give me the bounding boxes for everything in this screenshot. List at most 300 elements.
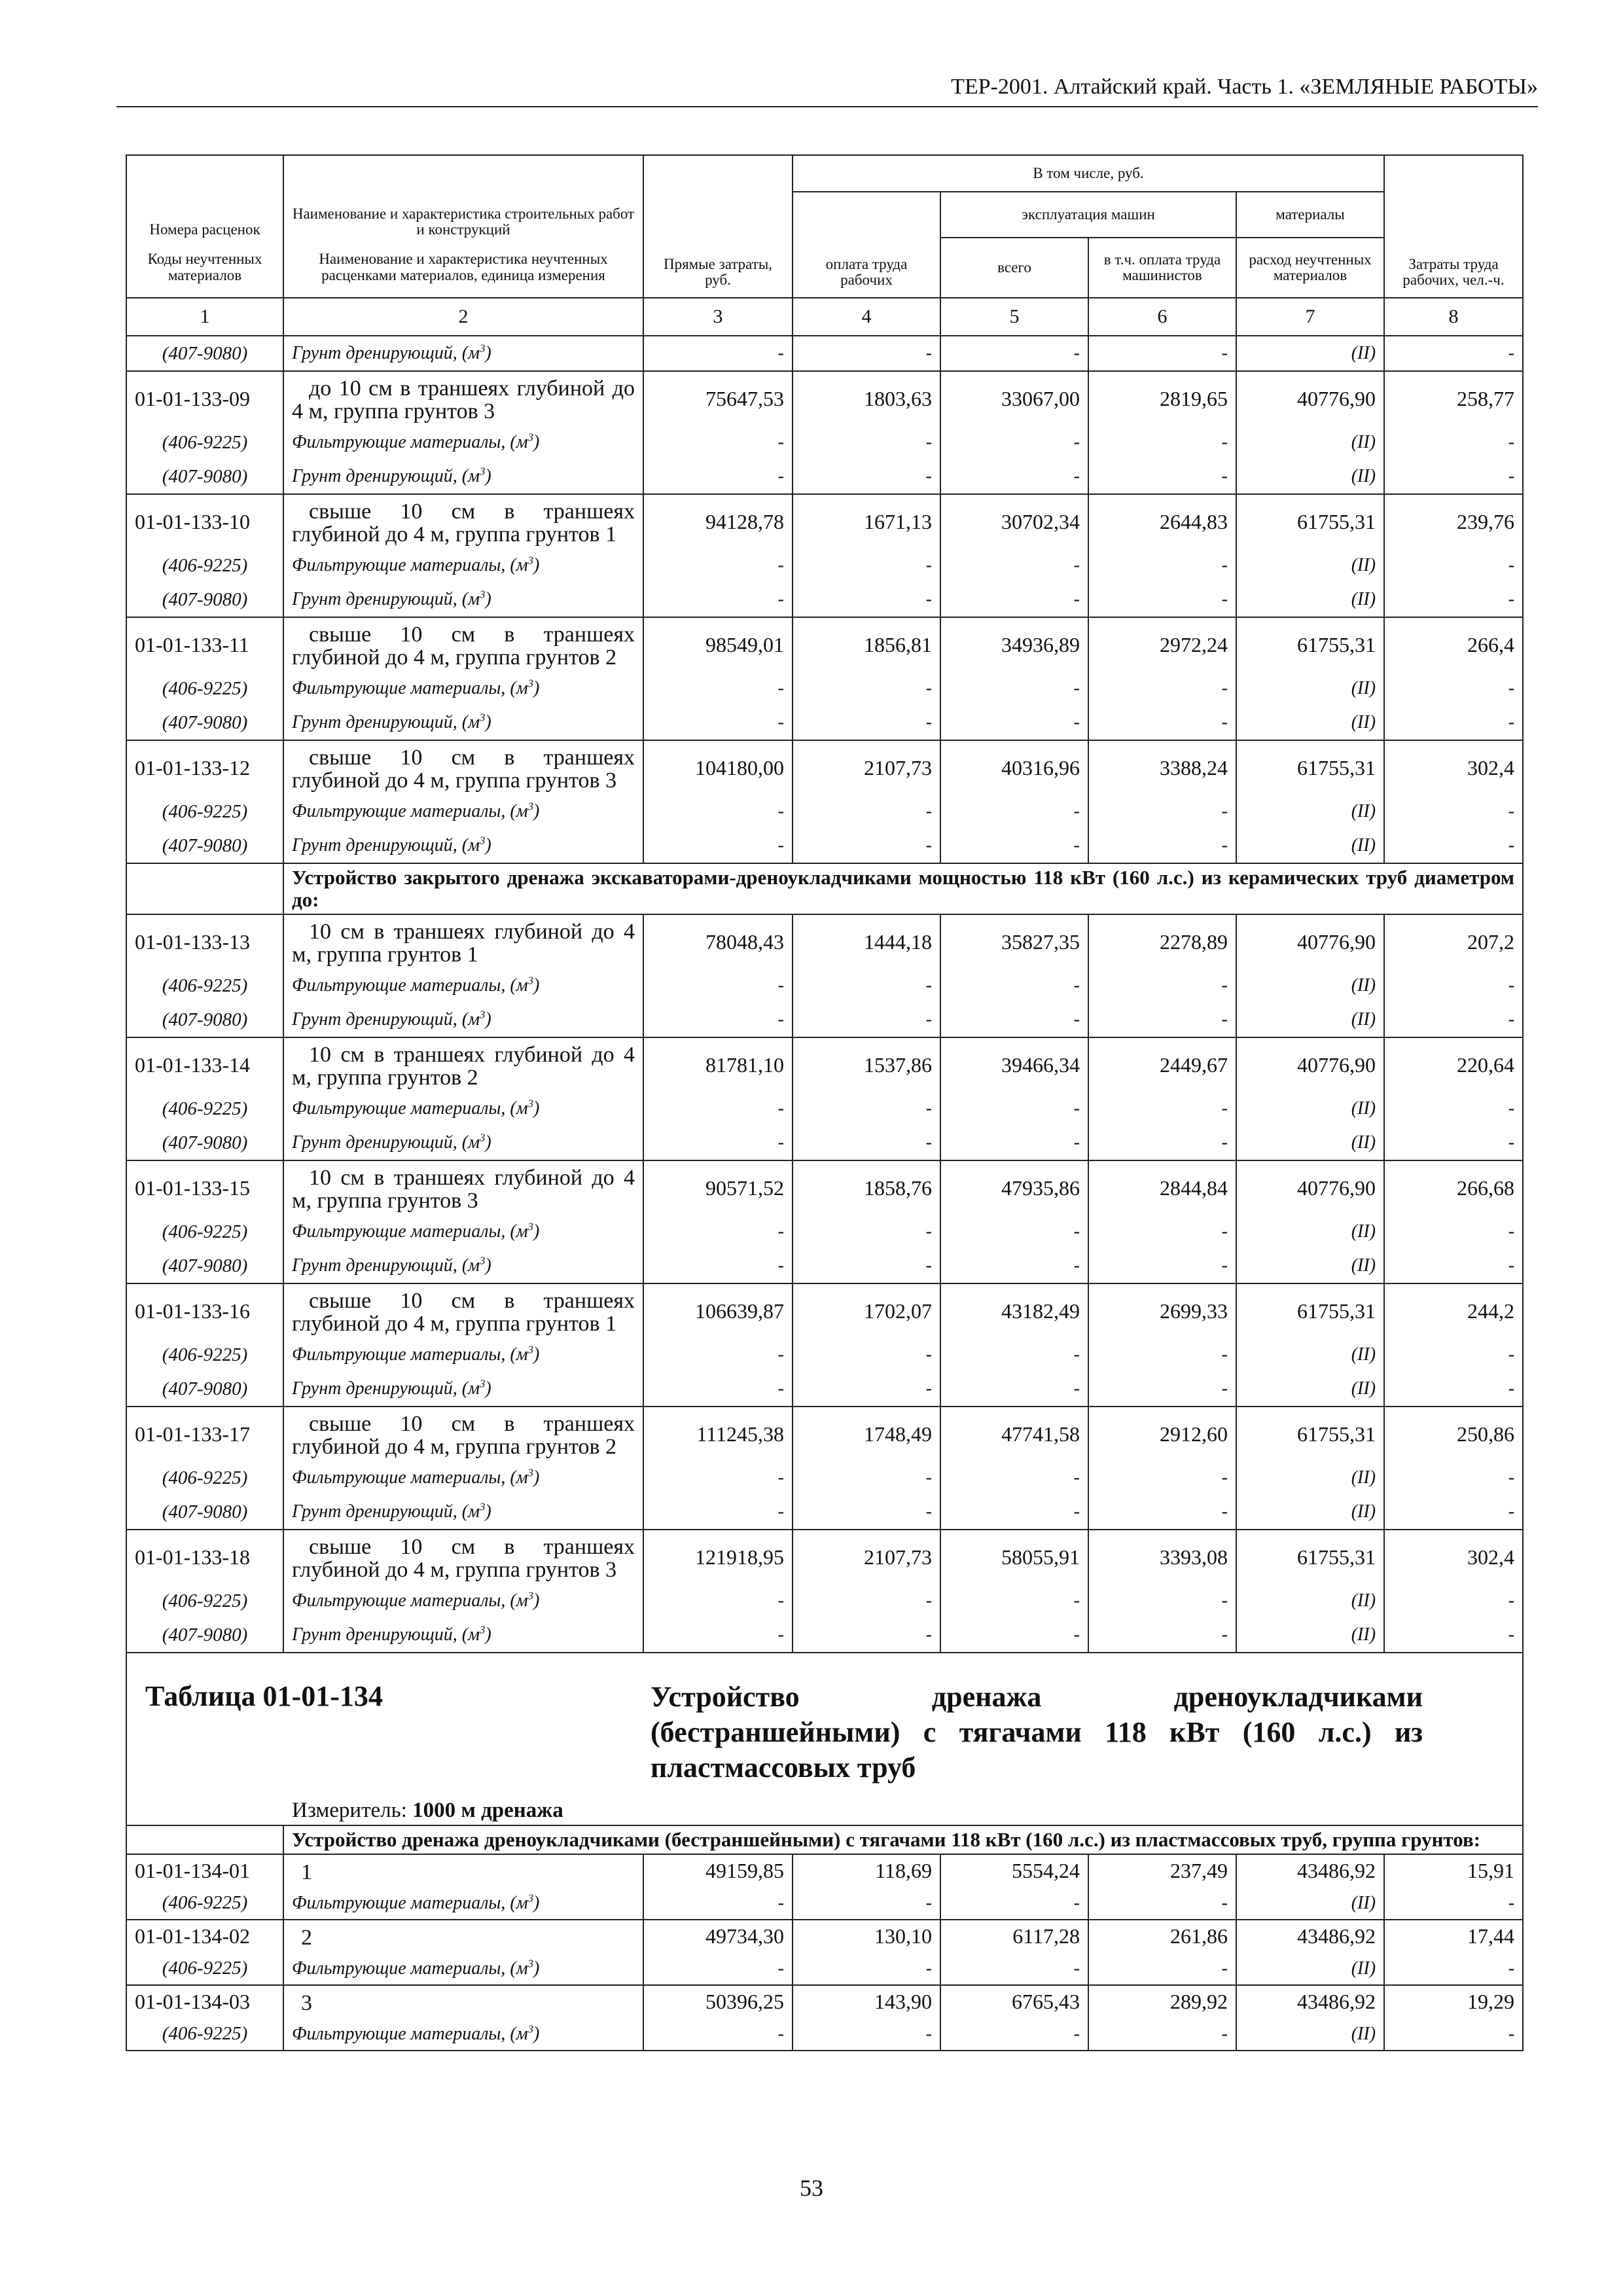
unit-superscript: 3 (479, 834, 486, 847)
material-code: (407-9080) (126, 583, 283, 617)
rate-description: 10 см в траншеях глубиной до 4 м, группа грунтов 1 (283, 914, 643, 969)
rate-row (126, 1854, 1523, 1887)
value-c6: 2972,24 (1088, 617, 1236, 672)
material-code: (406-9225) (126, 969, 283, 1003)
material-group: (II) (1236, 1215, 1384, 1249)
material-row (126, 1887, 1523, 1920)
empty-value: - (1088, 1618, 1236, 1653)
rate-row (126, 914, 1523, 969)
material-row (126, 969, 1523, 1003)
rate-description: свыше 10 см в траншеях глубиной до 4 м, группа грунтов 3 (283, 1530, 643, 1584)
section-empty (126, 863, 283, 914)
rate-row (126, 1920, 1523, 1952)
unit-superscript: 3 (479, 588, 486, 601)
rate-description: свыше 10 см в траншеях глубиной до 4 м, группа грунтов 1 (283, 494, 643, 548)
material-group: (II) (1236, 1249, 1384, 1283)
empty-value: - (643, 969, 793, 1003)
material-group: (II) (1236, 1952, 1384, 1985)
value-c4: 118,69 (793, 1854, 940, 1887)
empty-value: - (1088, 672, 1236, 706)
empty-value: - (643, 1618, 793, 1653)
empty-value: - (643, 1249, 793, 1283)
material-code: (407-9080) (126, 459, 283, 494)
unit-superscript: 3 (479, 1008, 486, 1021)
material-name (283, 969, 643, 1003)
value-c3: 49159,85 (643, 1854, 793, 1887)
rate-description: свыше 10 см в траншеях глубиной до 4 м, группа грунтов 2 (283, 617, 643, 672)
empty-value: - (940, 672, 1088, 706)
empty-value: - (643, 336, 793, 371)
material-group: (II) (1236, 829, 1384, 863)
material-name-text: Грунт дренирующий, (м (292, 1624, 480, 1645)
column-number: 6 (1088, 298, 1236, 336)
unit-close: ) (485, 1132, 491, 1153)
empty-value: - (1088, 548, 1236, 583)
rate-code: 01-01-133-17 (126, 1407, 283, 1461)
empty-value: - (1088, 1887, 1236, 1920)
empty-value: - (1384, 1461, 1523, 1495)
unit-superscript: 3 (527, 1957, 533, 1970)
empty-value: - (940, 1495, 1088, 1530)
empty-value: - (643, 829, 793, 863)
value-c5: 43182,49 (940, 1283, 1088, 1338)
material-name-text: Грунт дренирующий, (м (292, 1255, 480, 1276)
value-c6: 237,49 (1088, 1854, 1236, 1887)
value-c7: 40776,90 (1236, 1037, 1384, 1092)
material-code: (407-9080) (126, 829, 283, 863)
empty-value: - (643, 425, 793, 459)
material-group: (II) (1236, 969, 1384, 1003)
value-c7: 43486,92 (1236, 1920, 1384, 1952)
empty-value: - (1088, 425, 1236, 459)
value-c5: 39466,34 (940, 1037, 1088, 1092)
material-row (126, 1249, 1523, 1283)
rate-code: 01-01-133-10 (126, 494, 283, 548)
empty-value: - (1088, 1952, 1236, 1985)
empty-value: - (793, 548, 940, 583)
material-name-text: Грунт дренирующий, (м (292, 1132, 480, 1153)
material-code: (407-9080) (126, 706, 283, 740)
material-name (283, 672, 643, 706)
material-name (283, 1887, 643, 1920)
material-row (126, 1126, 1523, 1160)
empty-value: - (940, 548, 1088, 583)
value-c7: 40776,90 (1236, 1160, 1384, 1215)
material-name-text: Фильтрующие материалы, (м (292, 1590, 528, 1611)
empty-value: - (940, 336, 1088, 371)
column-number: 1 (126, 298, 283, 336)
empty-value: - (643, 1215, 793, 1249)
material-code: (406-9225) (126, 548, 283, 583)
material-row (126, 1092, 1523, 1126)
unit-superscript: 3 (479, 1131, 486, 1144)
rate-description: свыше 10 см в траншеях глубиной до 4 м, группа грунтов 1 (283, 1283, 643, 1338)
unit-superscript: 3 (479, 1623, 486, 1636)
empty-value: - (940, 1887, 1088, 1920)
material-group: (II) (1236, 1887, 1384, 1920)
empty-value: - (1384, 459, 1523, 494)
column-number: 8 (1384, 298, 1523, 336)
material-name (283, 795, 643, 829)
running-header (116, 72, 1538, 107)
material-code: (406-9225) (126, 1887, 283, 1920)
material-name-text: Фильтрующие материалы, (м (292, 2023, 528, 2044)
value-c3: 98549,01 (643, 617, 793, 672)
rate-code: 01-01-134-02 (126, 1920, 283, 1952)
empty-value: - (793, 1338, 940, 1372)
unit-superscript: 3 (527, 431, 533, 444)
empty-value: - (1384, 1092, 1523, 1126)
rate-code: 01-01-133-15 (126, 1160, 283, 1215)
material-row (126, 1584, 1523, 1618)
value-c4: 1803,63 (793, 371, 940, 425)
value-c8: 17,44 (1384, 1920, 1523, 1952)
value-c8: 266,4 (1384, 617, 1523, 672)
value-c8: 207,2 (1384, 914, 1523, 969)
rate-code: 01-01-133-13 (126, 914, 283, 969)
empty-value: - (643, 1495, 793, 1530)
empty-value: - (643, 459, 793, 494)
value-c4: 2107,73 (793, 740, 940, 795)
empty-value: - (1384, 2018, 1523, 2051)
material-name-text: Фильтрующие материалы, (м (292, 975, 528, 996)
rate-description: до 10 см в траншеях глубиной до 4 м, группа грунтов 3 (283, 371, 643, 425)
empty-value: - (1384, 672, 1523, 706)
unit-close: ) (485, 1501, 491, 1522)
material-row (126, 2018, 1523, 2051)
value-c3: 106639,87 (643, 1283, 793, 1338)
value-c5: 6117,28 (940, 1920, 1088, 1952)
unit-superscript: 3 (527, 800, 533, 813)
section-133 (126, 863, 1523, 914)
value-c7: 40776,90 (1236, 914, 1384, 969)
empty-value: - (643, 1338, 793, 1372)
material-name-text: Грунт дренирующий, (м (292, 343, 480, 363)
empty-value: - (940, 829, 1088, 863)
material-group: (II) (1236, 336, 1384, 371)
unit-close: ) (485, 835, 491, 855)
material-row (126, 1952, 1523, 1985)
col-header-incl-wages: в т.ч. оплата труда машинистов (1088, 238, 1236, 298)
rate-description: свыше 10 см в траншеях глубиной до 4 м, группа грунтов 3 (283, 740, 643, 795)
col-header-wages: оплата труда рабочих (793, 192, 940, 298)
material-code: (407-9080) (126, 1126, 283, 1160)
value-c5: 47935,86 (940, 1160, 1088, 1215)
material-name (283, 1126, 643, 1160)
value-c6: 2844,84 (1088, 1160, 1236, 1215)
empty-value: - (1384, 583, 1523, 617)
material-code: (406-9225) (126, 425, 283, 459)
value-c5: 58055,91 (940, 1530, 1088, 1584)
material-code: (406-9225) (126, 795, 283, 829)
col-header-name-works: Наименование и характеристика строительных работ и конструкций (283, 155, 643, 238)
empty-value: - (1088, 1584, 1236, 1618)
value-c8: 15,91 (1384, 1854, 1523, 1887)
empty-value: - (793, 1372, 940, 1407)
material-name-text: Фильтрующие материалы, (м (292, 801, 528, 821)
material-name (283, 1584, 643, 1618)
value-c5: 30702,34 (940, 494, 1088, 548)
rate-row (126, 1283, 1523, 1338)
value-c8: 302,4 (1384, 740, 1523, 795)
value-c4: 1858,76 (793, 1160, 940, 1215)
material-group: (II) (1236, 795, 1384, 829)
material-code: (407-9080) (126, 1618, 283, 1653)
value-c4: 1444,18 (793, 914, 940, 969)
empty-value: - (1384, 1618, 1523, 1653)
value-c3: 90571,52 (643, 1160, 793, 1215)
value-c6: 2912,60 (1088, 1407, 1236, 1461)
empty-value: - (1384, 1338, 1523, 1372)
material-name-text: Грунт дренирующий, (м (292, 589, 480, 609)
material-code: (407-9080) (126, 1495, 283, 1530)
empty-value: - (1088, 1338, 1236, 1372)
empty-value: - (1384, 795, 1523, 829)
empty-value: - (1088, 1249, 1236, 1283)
unit-close: ) (533, 1892, 540, 1913)
unit-close: ) (533, 1590, 540, 1611)
material-name (283, 1952, 643, 1985)
rate-code: 01-01-134-03 (126, 1985, 283, 2018)
value-c8: 266,68 (1384, 1160, 1523, 1215)
material-name-text: Фильтрующие материалы, (м (292, 1344, 528, 1365)
empty-value: - (940, 425, 1088, 459)
empty-value: - (793, 1584, 940, 1618)
value-c6: 2699,33 (1088, 1283, 1236, 1338)
empty-value: - (643, 1584, 793, 1618)
column-number: 5 (940, 298, 1088, 336)
material-row (126, 583, 1523, 617)
unit-close: ) (533, 1467, 540, 1488)
section-title: Устройство закрытого дренажа экскаваторами-дреноукладчиками мощностью 118 кВт (160 л.с.) из керамических труб диаметром до: (283, 863, 1523, 914)
unit-close: ) (485, 589, 491, 609)
rate-code: 01-01-133-12 (126, 740, 283, 795)
material-name (283, 829, 643, 863)
material-name-text: Грунт дренирующий, (м (292, 466, 480, 486)
value-c4: 2107,73 (793, 1530, 940, 1584)
empty-value: - (940, 706, 1088, 740)
value-c8: 239,76 (1384, 494, 1523, 548)
empty-value: - (643, 548, 793, 583)
value-c7: 61755,31 (1236, 494, 1384, 548)
material-name-text: Грунт дренирующий, (м (292, 1378, 480, 1399)
material-name (283, 2018, 643, 2051)
value-c5: 6765,43 (940, 1985, 1088, 2018)
rate-description: 3 (283, 1985, 643, 2018)
empty-value: - (1088, 1495, 1236, 1530)
empty-value: - (793, 1618, 940, 1653)
value-c8: 19,29 (1384, 1985, 1523, 2018)
empty-value: - (1384, 829, 1523, 863)
value-c8: 258,77 (1384, 371, 1523, 425)
unit-close: ) (533, 432, 540, 452)
unit-superscript: 3 (527, 554, 533, 567)
value-c4: 1856,81 (793, 617, 940, 672)
column-number: 7 (1236, 298, 1384, 336)
unit-superscript: 3 (527, 974, 533, 987)
unit-superscript: 3 (527, 1220, 533, 1233)
rate-row (126, 1160, 1523, 1215)
empty-value: - (643, 2018, 793, 2051)
material-name (283, 1215, 643, 1249)
empty-value: - (940, 1003, 1088, 1037)
material-name (283, 336, 643, 371)
value-c3: 75647,53 (643, 371, 793, 425)
empty-value: - (1088, 969, 1236, 1003)
empty-value: - (793, 1126, 940, 1160)
unit-superscript: 3 (479, 465, 486, 478)
material-name-text: Грунт дренирующий, (м (292, 1009, 480, 1030)
value-c3: 121918,95 (643, 1530, 793, 1584)
col-header-machines: эксплуатация машин (940, 192, 1236, 238)
value-c5: 40316,96 (940, 740, 1088, 795)
empty-value: - (1088, 583, 1236, 617)
empty-value: - (793, 829, 940, 863)
unit-superscript: 3 (479, 711, 486, 724)
empty-value: - (940, 1372, 1088, 1407)
empty-value: - (1088, 706, 1236, 740)
empty-value: - (793, 1461, 940, 1495)
empty-value: - (643, 1952, 793, 1985)
rate-code: 01-01-133-14 (126, 1037, 283, 1092)
value-c5: 34936,89 (940, 617, 1088, 672)
material-row (126, 706, 1523, 740)
empty-value: - (1384, 969, 1523, 1003)
material-name-text: Фильтрующие материалы, (м (292, 1221, 528, 1242)
empty-value: - (793, 1249, 940, 1283)
material-code: (406-9225) (126, 1338, 283, 1372)
value-c7: 61755,31 (1236, 1530, 1384, 1584)
col-header-consumption: расход неучтенных материалов (1236, 238, 1384, 298)
empty-value: - (1088, 1126, 1236, 1160)
material-group: (II) (1236, 583, 1384, 617)
unit-superscript: 3 (527, 2022, 533, 2036)
empty-value: - (940, 1338, 1088, 1372)
material-name-text: Фильтрующие материалы, (м (292, 1958, 528, 1979)
empty-value: - (793, 583, 940, 617)
empty-value: - (1088, 336, 1236, 371)
material-code: (407-9080) (126, 1372, 283, 1407)
page-number: 53 (800, 2175, 823, 2201)
material-group: (II) (1236, 706, 1384, 740)
empty-value: - (1384, 1215, 1523, 1249)
empty-value: - (1384, 1003, 1523, 1037)
rate-description: 2 (283, 1920, 643, 1952)
empty-value: - (643, 795, 793, 829)
empty-value: - (1384, 548, 1523, 583)
empty-value: - (940, 1249, 1088, 1283)
empty-value: - (793, 459, 940, 494)
empty-value: - (1384, 425, 1523, 459)
value-c3: 49734,30 (643, 1920, 793, 1952)
rate-code: 01-01-134-01 (126, 1854, 283, 1887)
value-c5: 47741,58 (940, 1407, 1088, 1461)
material-row (126, 672, 1523, 706)
section-title: Устройство дренажа дреноукладчиками (бестраншейными) с тягачами 118 кВт (160 л.с.) из пластмассовых труб, группа грунтов: (283, 1825, 1523, 1854)
value-c6: 289,92 (1088, 1985, 1236, 2018)
value-c7: 43486,92 (1236, 1985, 1384, 2018)
empty-value: - (940, 1092, 1088, 1126)
value-c4: 143,90 (793, 1985, 940, 2018)
empty-value: - (1088, 795, 1236, 829)
material-group: (II) (1236, 1495, 1384, 1530)
value-c8: 250,86 (1384, 1407, 1523, 1461)
value-c7: 61755,31 (1236, 1407, 1384, 1461)
empty-value: - (793, 1215, 940, 1249)
value-c4: 1671,13 (793, 494, 940, 548)
value-c6: 3388,24 (1088, 740, 1236, 795)
material-name (283, 425, 643, 459)
value-c4: 130,10 (793, 1920, 940, 1952)
empty-value: - (1384, 1887, 1523, 1920)
empty-value: - (1384, 1952, 1523, 1985)
material-name-text: Грунт дренирующий, (м (292, 835, 480, 855)
material-name (283, 1618, 643, 1653)
unit-close: ) (485, 1378, 491, 1399)
material-row (126, 1461, 1523, 1495)
column-number: 4 (793, 298, 940, 336)
empty-value: - (1088, 2018, 1236, 2051)
material-name (283, 1338, 643, 1372)
material-code: (407-9080) (126, 336, 283, 371)
unit-close: ) (485, 1255, 491, 1276)
material-group: (II) (1236, 1618, 1384, 1653)
material-row (126, 336, 1523, 371)
value-c8: 302,4 (1384, 1530, 1523, 1584)
material-group: (II) (1236, 1126, 1384, 1160)
material-row (126, 425, 1523, 459)
meter-label: Измеритель: (292, 1799, 407, 1822)
unit-superscript: 3 (527, 1892, 533, 1905)
empty-value: - (1088, 1003, 1236, 1037)
rate-code: 01-01-133-18 (126, 1530, 283, 1584)
empty-value: - (940, 1461, 1088, 1495)
material-name-text: Фильтрующие материалы, (м (292, 1892, 528, 1913)
unit-superscript: 3 (479, 1254, 486, 1267)
unit-close: ) (533, 678, 540, 698)
material-name (283, 583, 643, 617)
rate-code: 01-01-133-11 (126, 617, 283, 672)
empty-value: - (793, 672, 940, 706)
unit-superscript: 3 (527, 1343, 533, 1356)
material-code: (407-9080) (126, 1249, 283, 1283)
material-row (126, 795, 1523, 829)
unit-close: ) (485, 1009, 491, 1030)
value-c6: 2449,67 (1088, 1037, 1236, 1092)
rate-row (126, 1037, 1523, 1092)
col-header-incl: В том числе, руб. (793, 155, 1384, 192)
material-code: (406-9225) (126, 2018, 283, 2051)
value-c3: 81781,10 (643, 1037, 793, 1092)
col-header-num-rates: Номера расценок (126, 155, 283, 238)
table-134-title (126, 1653, 1523, 1825)
empty-value: - (793, 706, 940, 740)
material-row (126, 1215, 1523, 1249)
value-c6: 2278,89 (1088, 914, 1236, 969)
col-header-name-materials: Наименование и характеристика неучтенных расценками материалов, единица измерения (283, 238, 643, 298)
empty-value: - (940, 1584, 1088, 1618)
value-c6: 261,86 (1088, 1920, 1236, 1952)
unit-close: ) (533, 1344, 540, 1365)
value-c6: 2644,83 (1088, 494, 1236, 548)
material-name-text: Грунт дренирующий, (м (292, 1501, 480, 1522)
unit-close: ) (533, 1098, 540, 1119)
table-label: Таблица 01-01-134 (145, 1680, 383, 1712)
value-c4: 1748,49 (793, 1407, 940, 1461)
material-group: (II) (1236, 1461, 1384, 1495)
empty-value: - (643, 706, 793, 740)
value-c3: 104180,00 (643, 740, 793, 795)
